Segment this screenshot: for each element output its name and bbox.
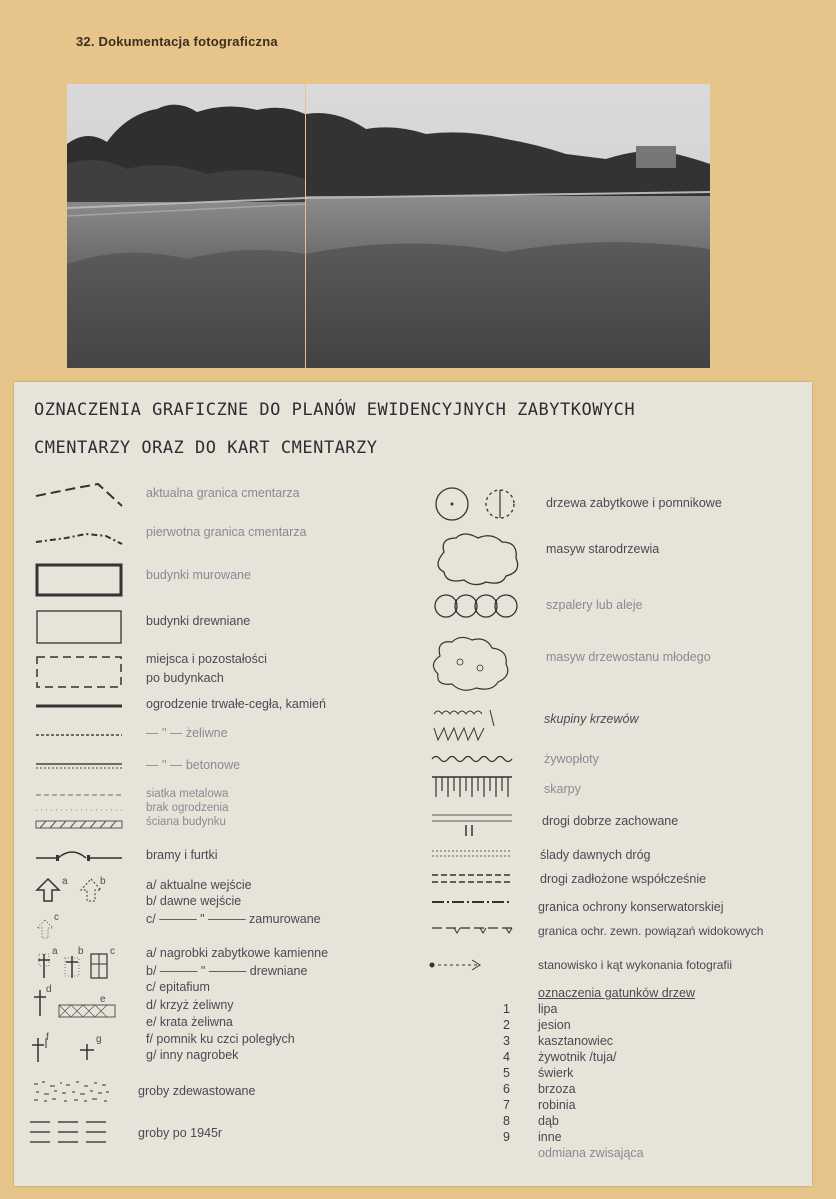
legend-wooden-buildings: budynki drewniane [146, 614, 251, 628]
species-number: 6 [503, 1082, 510, 1096]
gate-symbol [36, 846, 124, 864]
legend-title-line2: CMENTARZY ORAZ DO KART CMENTARZY [34, 438, 378, 458]
legend-gravestone-g: g/ inny nagrobek [146, 1048, 239, 1062]
legend-no-fence: brak ogrodzenia [146, 802, 229, 814]
species-name: świerk [538, 1066, 574, 1080]
legend-masonry-buildings: budynki murowane [146, 568, 251, 582]
modern-roads-icon [432, 872, 516, 884]
species-number: 9 [503, 1130, 510, 1144]
cast-iron-grille-icon [58, 1004, 118, 1018]
species-name: lipa [538, 1002, 558, 1016]
building-wall-symbol [36, 820, 124, 830]
species-name: inne [538, 1130, 562, 1144]
legend-old-stand: masyw starodrzewia [546, 542, 660, 556]
building-remains-symbol [36, 656, 124, 690]
species-name: żywotnik /tuja/ [538, 1050, 617, 1064]
legend-protection-boundary: granica ochrony konserwatorskiej [538, 900, 724, 914]
legend-photo-position: stanowisko i kąt wykonania fotografii [538, 958, 733, 972]
view-protection-boundary-icon [432, 924, 522, 936]
legend-building-remains-2: po budynkach [146, 671, 224, 685]
species-name: robinia [538, 1098, 576, 1112]
legend-entrance-c: c/ ——— " ——— zamurowane [146, 912, 321, 926]
legend-devastated-graves: groby zdewastowane [138, 1084, 256, 1098]
legend-modern-roads: drogi zadłożone współcześnie [540, 872, 707, 886]
page-header: 32. Dokumentacja fotograficzna [76, 34, 278, 49]
gravestone-label-f: f [46, 1032, 49, 1043]
species-name: kasztanowiec [538, 1034, 614, 1048]
gravestone-label-b: b [78, 946, 84, 957]
landscape-photo-left [67, 84, 305, 368]
legend-wire-mesh: siatka metalowa [146, 788, 229, 800]
species-number: 7 [503, 1098, 510, 1112]
legend-entrance-a: a/ aktualne wejście [146, 878, 252, 892]
original-boundary-symbol [36, 520, 126, 550]
old-stand-mass-icon [432, 532, 522, 588]
legend-gravestone-e: e/ krata żeliwna [146, 1015, 233, 1029]
entrance-label-a: a [62, 876, 68, 887]
gravestone-label-e: e [100, 994, 106, 1005]
young-stand-mass-icon [430, 634, 514, 694]
species-number: 2 [503, 1018, 510, 1032]
legend-escarpments: skarpy [544, 782, 581, 796]
species-number: 4 [503, 1050, 510, 1064]
tree-rows-icon [434, 592, 518, 620]
gravestone-label-g: g [96, 1034, 102, 1045]
legend-sheet [14, 382, 812, 1186]
legend-building-wall: ściana budynku [146, 816, 226, 828]
walled-entrance-arrow-icon [34, 916, 56, 942]
species-name: jesion [538, 1018, 571, 1032]
legend-current-boundary: aktualna granica cmentarza [146, 486, 300, 500]
no-fence-symbol [36, 806, 124, 814]
species-name: dąb [538, 1114, 559, 1128]
entrance-label-c: c [54, 912, 59, 923]
monument-trees-icon [434, 482, 524, 526]
species-name: brzoza [538, 1082, 576, 1096]
legend-hedges: żywopłoty [544, 752, 599, 766]
legend-entrance-b: b/ dawne wejście [146, 894, 242, 908]
escarpments-icon [432, 774, 516, 800]
devastated-graves-symbol [32, 1080, 112, 1104]
legend-concrete-fence: — " — betonowe [146, 758, 241, 772]
old-road-traces-icon [432, 848, 516, 858]
legend-title-line1: OZNACZENIA GRAFICZNE DO PLANÓW EWIDENCYJNYCH ZABYTKOWYCH [34, 400, 636, 420]
legend-gravestone-d: d/ krzyż żeliwny [146, 998, 234, 1012]
species-number: 3 [503, 1034, 510, 1048]
species-name: odmiana zwisająca [538, 1146, 644, 1160]
legend-trees: drzewa zabytkowe i pomnikowe [546, 496, 722, 510]
post-1945-graves-symbol [28, 1118, 112, 1148]
legend-view-boundary: granica ochr. zewn. powiązań widokowych [538, 924, 764, 938]
current-entrance-arrow-icon [36, 878, 60, 902]
legend-gravestone-b: b/ ——— " ——— drewniane [146, 964, 308, 978]
legend-building-remains-1: miejsca i pozostałości [146, 652, 267, 666]
legend-original-boundary: pierwotna granica cmentarza [146, 525, 307, 539]
wooden-building-symbol [36, 610, 124, 646]
legend-tree-rows: szpalery lub aleje [546, 598, 643, 612]
legend-post-1945-graves: groby po 1945r [138, 1126, 223, 1140]
entrance-label-b: b [100, 876, 106, 887]
species-title: oznaczenia gatunków drzew [538, 986, 696, 1000]
legend-gravestone-a: a/ nagrobki zabytkowe kamienne [146, 946, 329, 960]
legend-good-roads: drogi dobrze zachowane [542, 814, 679, 828]
wire-mesh-fence-symbol [36, 790, 124, 800]
legend-young-stand: masyw drzewostanu młodego [546, 650, 711, 664]
masonry-building-symbol [36, 564, 124, 598]
concrete-fence-symbol [36, 760, 124, 772]
photo-position-icon [428, 958, 488, 972]
legend-permanent-fence: ogrodzenie trwałe-cegła, kamień [146, 697, 326, 711]
former-entrance-arrow-icon [80, 878, 102, 902]
gravestone-label-a: a [52, 946, 58, 957]
legend-cast-iron-fence: — " — żeliwne [146, 726, 228, 740]
shrub-groups-icon [432, 704, 512, 744]
wooden-gravestone-icon [62, 954, 82, 980]
species-number: 5 [503, 1066, 510, 1080]
legend-road-traces: ślady dawnych dróg [540, 848, 651, 862]
species-number: 8 [503, 1114, 510, 1128]
gravestone-label-c: c [110, 946, 115, 957]
current-boundary-symbol [36, 482, 126, 512]
other-grave-cross-icon [78, 1042, 96, 1062]
well-kept-roads-icon [432, 810, 516, 836]
landscape-photo-right [306, 84, 710, 368]
hedges-icon [432, 754, 516, 764]
legend-gravestone-c: c/ epitafium [146, 980, 210, 994]
legend-gates: bramy i furtki [146, 848, 218, 862]
legend-shrubs: skupiny krzewów [544, 712, 639, 726]
gravestone-label-d: d [46, 984, 52, 995]
permanent-fence-symbol [36, 702, 124, 710]
legend-gravestone-f: f/ pomnik ku czci poległych [146, 1032, 295, 1046]
epitaph-icon [90, 952, 110, 980]
species-number: 1 [503, 1002, 510, 1016]
stone-gravestone-icon [34, 952, 54, 980]
protection-boundary-icon [432, 898, 516, 906]
cast-iron-fence-symbol [36, 730, 124, 740]
